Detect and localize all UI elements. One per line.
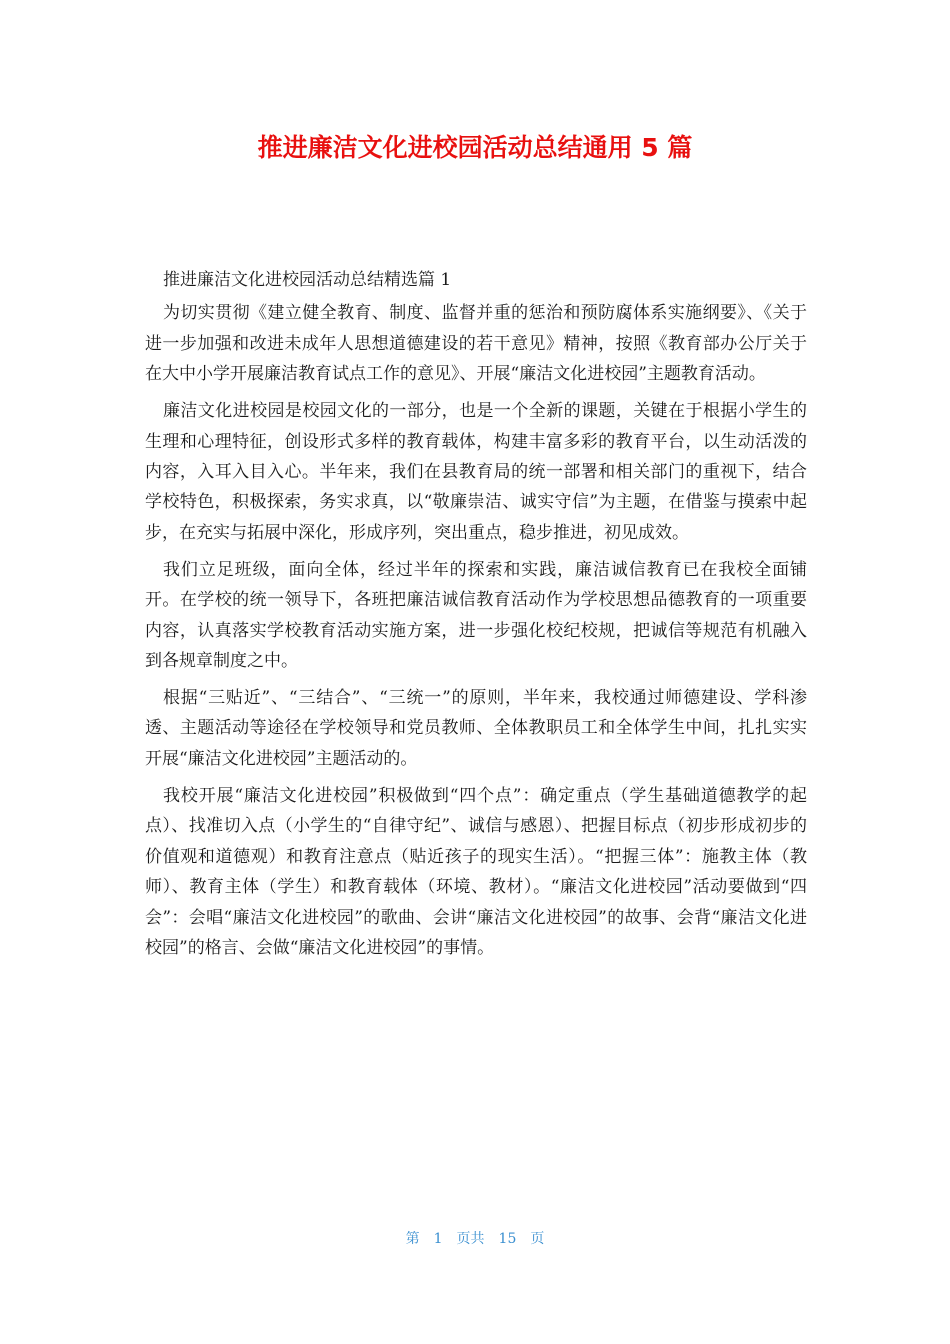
paragraph-3: 我们立足班级，面向全体，经过半年的探索和实践，廉洁诚信教育已在我校全面铺开。在学校的统一领导下，各班把廉洁诚信教育活动作为学校思想品德教育的一项重要内容，认真落实学校教育活动实施方案，进一步强化校纪校规，把诚信等规范有机融入到各规章制度之中。 bbox=[145, 559, 807, 672]
paragraph-4: 根据“三贴近”、“三结合”、“三统一”的原则，半年来，我校通过师德建设、学科渗透、主题活动等途径在学校领导和党员教师、全体教职员工和全体学生中间，扎扎实实开展“廉洁文化进校园”主题活动的。 bbox=[145, 688, 807, 769]
paragraph-1: 为切实贯彻《建立健全教育、制度、监督并重的惩治和预防腐体系实施纲要》、《关于进一步加强和改进未成年人思想道德建设的若干意见》精神，按照《教育部办公厅关于在大中小学开展廉洁教育试点工作的意见》、开展“廉洁文化进校园”主题教育活动。 bbox=[145, 303, 807, 385]
document-body bbox=[145, 265, 807, 970]
footer-page-mid: 页共 bbox=[456, 1231, 485, 1247]
document-title: 推进廉洁文化进校园活动总结通用 5 篇 bbox=[257, 133, 693, 162]
footer-total-pages: 15 bbox=[498, 1231, 517, 1247]
section-heading: 推进廉洁文化进校园活动总结精选篇 1 bbox=[163, 270, 452, 290]
page-footer bbox=[0, 1228, 950, 1248]
paragraph-5: 我校开展“廉洁文化进校园”积极做到“四个点”：确定重点（学生基础道德教学的起点）、找准切入点（小学生的“自律守纪”、诚信与感恩）、把握目标点（初步形成初步的价值观和道德观）和教育注意点（贴近孩子的现实生活）。“把握三体”：施教主体（教师）、教育主体（学生）和教育载体（环境、教材）。“廉洁文化进校园”活动要做到“四会”：会唱“廉洁文化进校园”的歌曲、会讲“廉洁文化进校园”的故事、会背“廉洁文化进校园”的格言、会做“廉洁文化进校园”的事情。 bbox=[145, 785, 807, 958]
footer-page-prefix: 第 bbox=[405, 1231, 420, 1247]
paragraph-2: 廉洁文化进校园是校园文化的一部分，也是一个全新的课题，关键在于根据小学生的生理和心理特征，创设形式多样的教育载体，构建丰富多彩的教育平台，以生动活泼的内容，入耳入目入心。半年来，我们在县教育局的统一部署和相关部门的重视下，结合学校特色，积极探索，务实求真，以“敬廉崇洁、诚实守信”为主题，在借鉴与摸索中起步，在充实与拓展中深化，形成序列，突出重点，稳步推进，初见成效。 bbox=[145, 401, 807, 543]
footer-page-suffix: 页 bbox=[530, 1231, 545, 1247]
footer-page-number: 1 bbox=[433, 1231, 443, 1247]
